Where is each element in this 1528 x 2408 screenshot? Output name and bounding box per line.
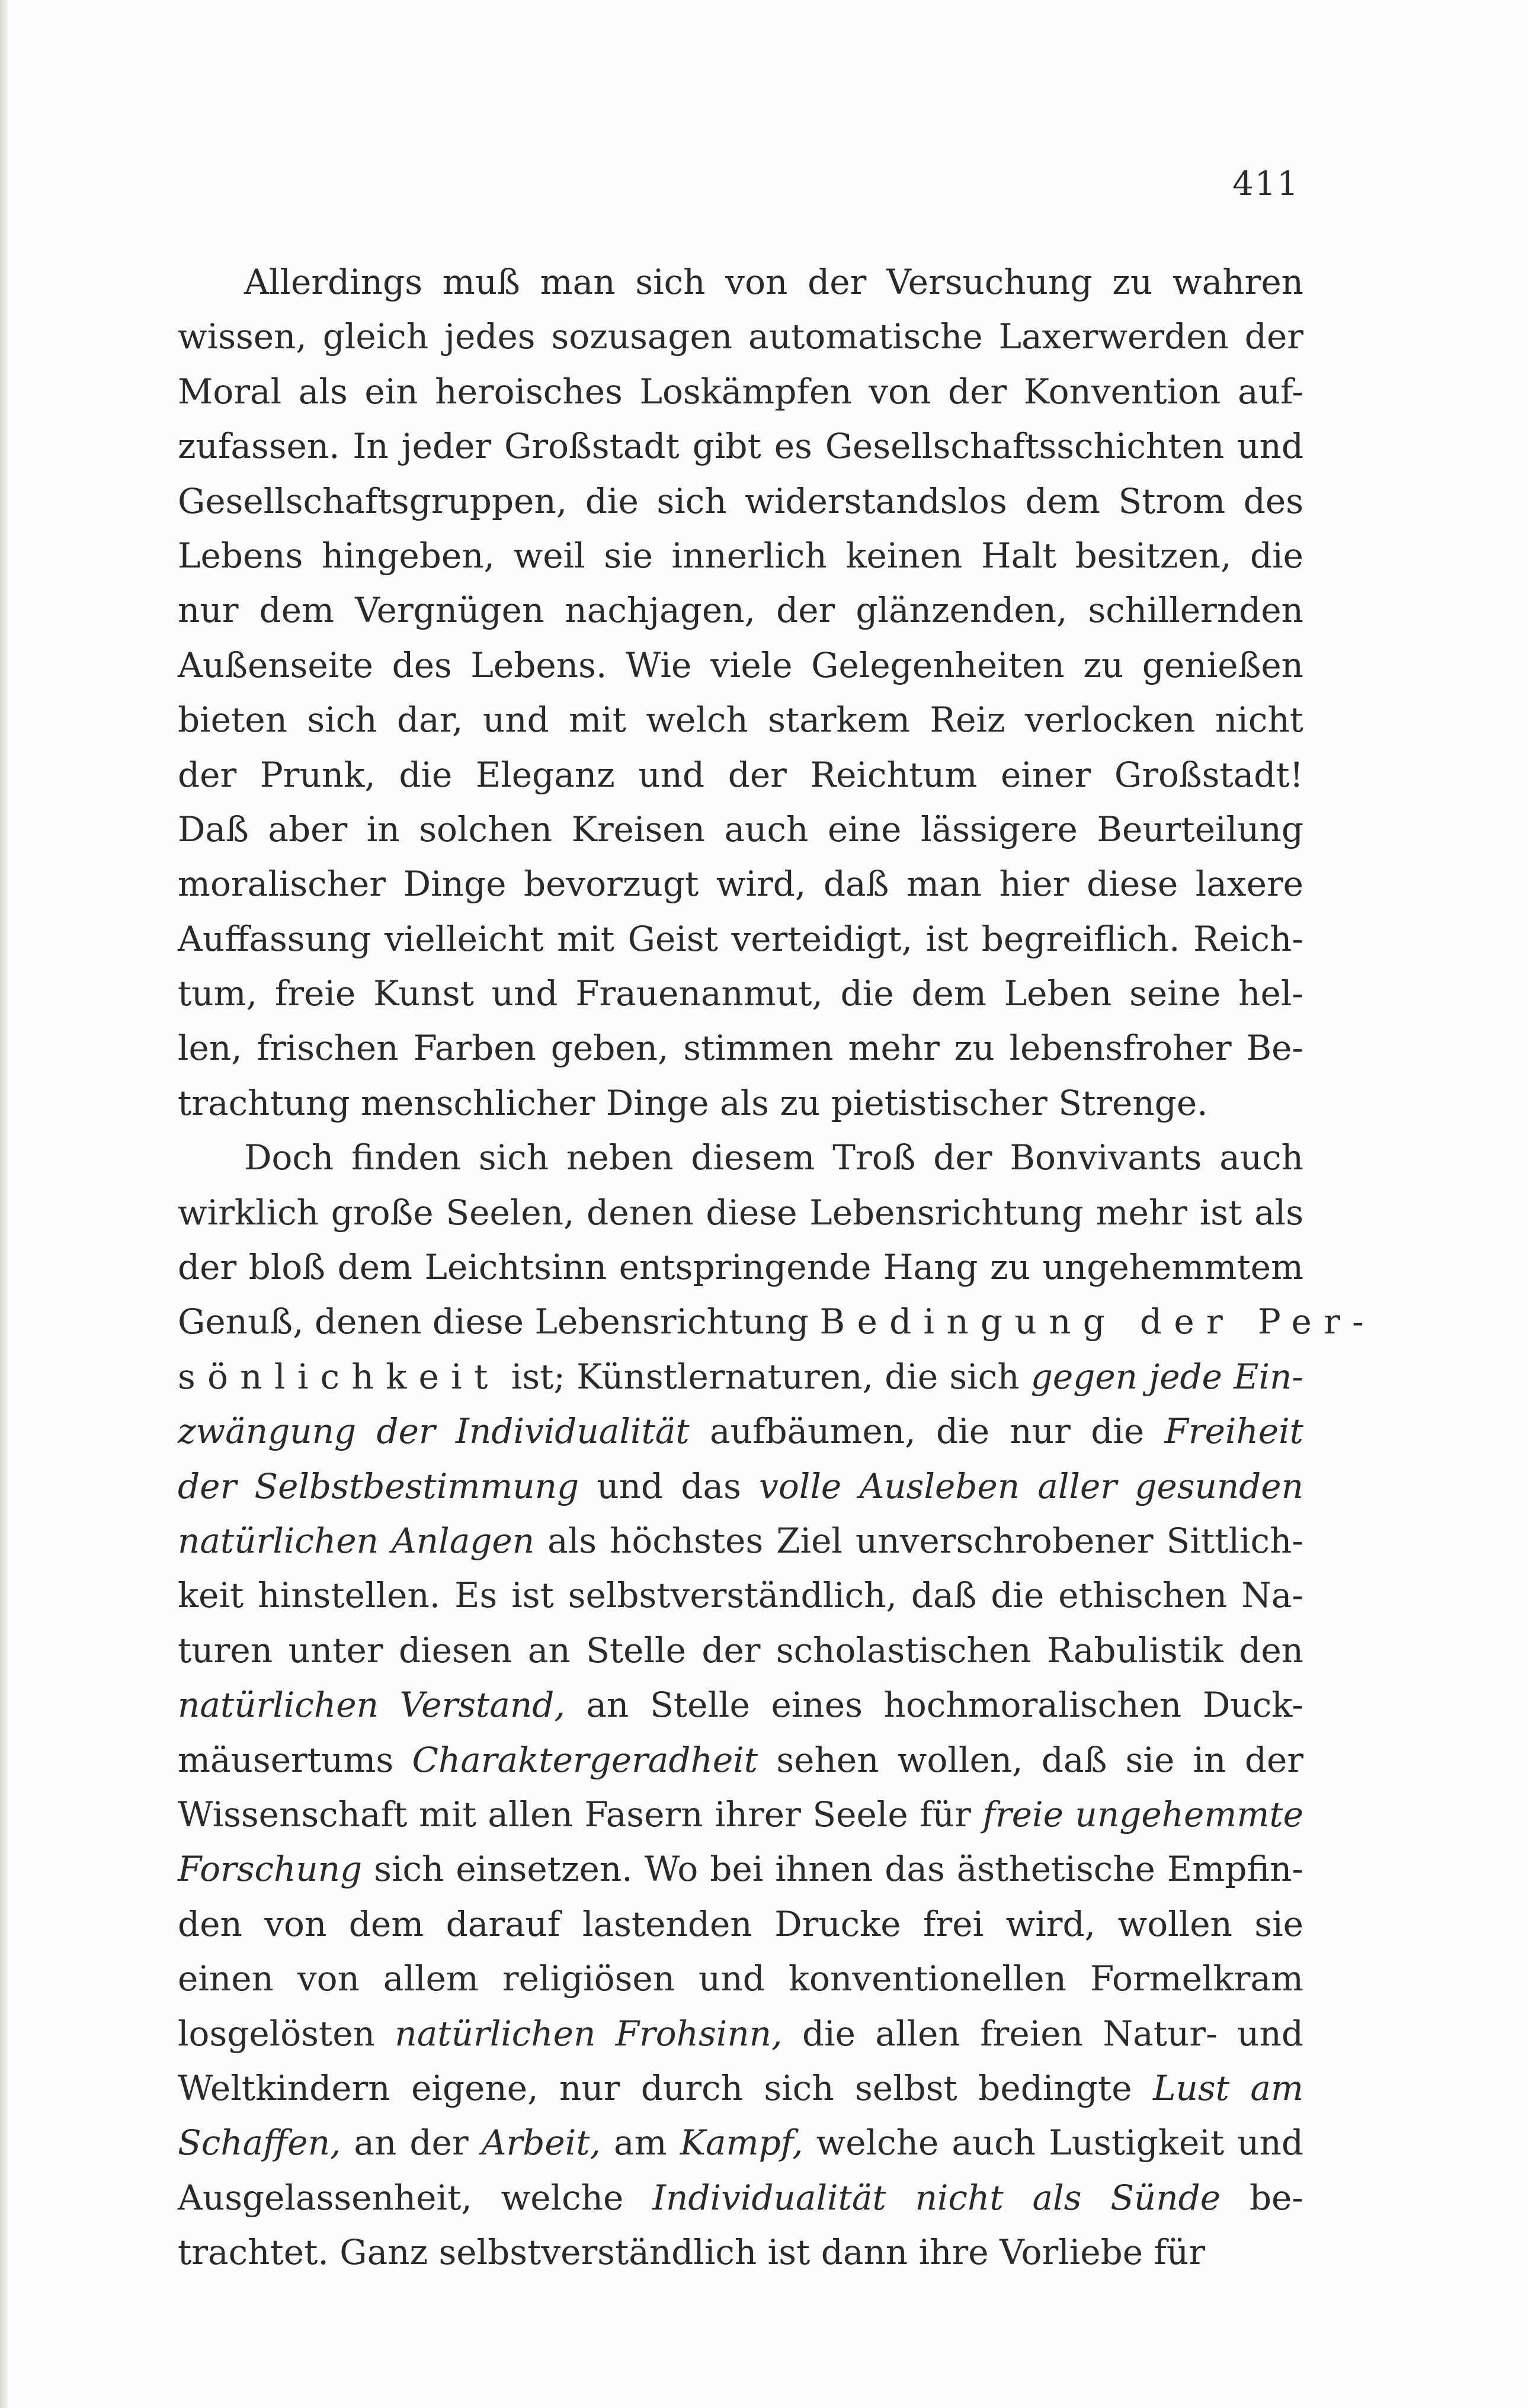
text-run: bieten sich dar, und mit welch starkem Reiz verlocken nicht [178,700,1303,740]
italic-text: Individualität nicht als Sünde [652,2177,1221,2218]
text-line [178,2170,1303,2225]
text-line [178,1787,1303,1842]
italic-text: volle Ausleben aller gesunden [759,1466,1303,1506]
italic-text: Lust am [1153,2067,1303,2108]
text-line [178,1185,1303,1240]
text-line [178,802,1303,857]
text-run: Auffassung vielleicht mit Geist verteidigt, ist begreiflich. Reich- [178,918,1303,959]
text-line [178,364,1303,419]
body-text [178,255,1376,2279]
text-run: und das [579,1466,760,1506]
text-run: Allerdings muß man sich von der Versuchung zu wahren [244,262,1303,302]
text-line [178,528,1303,583]
page-number: 411 [1232,165,1299,203]
text-run: sich einsetzen. Wo bei ihnen das ästhetische Empfin- [362,1849,1303,1890]
spaced-text: Bedingung der Per- [819,1301,1376,1342]
text-run: wissen, gleich jedes sozusagen automatische Laxerwerden der [178,316,1303,357]
text-line [178,1733,1303,1787]
text-line [178,1459,1303,1514]
italic-text: Freiheit [1164,1411,1303,1452]
text-line [178,255,1303,309]
text-run: Außenseite des Lebens. Wie viele Gelegenheiten zu genießen [178,645,1303,685]
text-run: tum, freie Kunst und Frauenanmut, die dem Leben seine hel- [178,973,1303,1014]
text-run: moralischer Dinge bevorzugt wird, daß man hier diese laxere [178,864,1303,905]
text-line [178,1897,1303,1951]
text-line [178,1294,1376,1349]
italic-text: Arbeit, [481,2122,601,2163]
text-line [178,1623,1303,1678]
text-line [178,583,1303,637]
text-line [178,1514,1303,1568]
text-line [178,2225,1303,2279]
text-line [178,912,1303,966]
text-run: als höchstes Ziel unverschrobener Sittlich- [534,1520,1303,1561]
text-run: trachtet. Ganz selbstverständlich ist dann ihre Vorliebe für [178,2232,1206,2273]
text-line [178,2061,1303,2115]
spaced-text: sönlichkeit [178,1356,500,1397]
text-line [178,1349,1303,1404]
text-run: zufassen. In jeder Großstadt gibt es Gesellschaftsschichten und [178,426,1303,467]
text-line [178,1568,1303,1623]
text-run: sehen wollen, daß sie in der [758,1739,1304,1780]
text-line [178,692,1303,747]
text-line [178,2006,1303,2061]
text-run: Moral als ein heroisches Loskämpfen von der Konvention auf- [178,371,1303,412]
text-run: an Stelle eines hochmoralischen Duck- [565,1685,1303,1726]
text-run: aufbäumen, die nur die [689,1411,1165,1452]
text-line [178,638,1303,692]
paragraph [178,1130,1376,2279]
text-run: Lebens hingeben, weil sie innerlich keinen Halt besitzen, die [178,535,1303,576]
italic-text: freie ungehemmte [982,1794,1303,1835]
text-line [178,1678,1303,1732]
text-run: keit hinstellen. Es ist selbstverständlich, daß die ethischen Na- [178,1575,1303,1616]
text-line [178,2115,1303,2170]
text-run: welche auch Lustigkeit und [803,2122,1304,2163]
text-line [178,1240,1303,1294]
text-line [178,748,1303,802]
page-binding-edge [0,0,8,2408]
text-run: mäusertums [178,1739,412,1780]
italic-text: natürlichen Frohsinn, [395,2013,783,2054]
italic-text: Forschung [178,1849,363,1890]
text-line [178,474,1303,528]
italic-text: Schaffen, [178,2122,341,2163]
text-run: Genuß, denen diese Lebensrichtung [178,1301,820,1342]
text-run: die allen freien Natur- und [782,2013,1304,2054]
text-run: len, frischen Farben geben, stimmen mehr zu lebensfroher Be- [178,1028,1303,1069]
italic-text: Charaktergeradheit [412,1739,758,1780]
text-run: Ausgelassenheit, welche [178,2177,653,2218]
text-run: Doch finden sich neben diesem Troß der Bonvivants auch [244,1137,1303,1178]
text-run: Weltkindern eigene, nur durch sich selbst bedingte [178,2067,1153,2108]
text-line [178,1404,1303,1458]
text-line [178,1842,1303,1896]
italic-text: natürlichen Anlagen [178,1520,535,1561]
text-run: der Prunk, die Eleganz und der Reichtum einer Großstadt! [178,754,1303,795]
italic-text: gegen jede Ein- [1030,1356,1304,1397]
text-run: nur dem Vergnügen nachjagen, der glänzenden, schillernden [178,590,1303,631]
text-run: Gesellschaftsgruppen, die sich widerstandslos dem Strom des [178,480,1303,521]
text-run: wirklich große Seelen, denen diese Lebensrichtung mehr ist als [178,1192,1303,1233]
paragraph [178,255,1303,1130]
text-run: Wissenschaft mit allen Fasern ihrer Seele für [178,1794,983,1835]
text-run: der bloß dem Leichtsinn entspringende Hang zu ungehemmtem [178,1247,1303,1288]
text-run: turen unter diesen an Stelle der scholastischen Rabulistik den [178,1630,1303,1670]
text-line [178,1130,1303,1185]
text-line [178,1951,1303,2006]
italic-text: natürlichen Verstand, [178,1685,565,1726]
text-line [178,1021,1303,1075]
italic-text: der Selbstbestimmung [178,1466,579,1506]
text-line [178,857,1303,911]
text-run: trachtung menschlicher Dinge als zu pietistischer Strenge. [178,1082,1208,1123]
text-run: an der [341,2122,482,2163]
text-run: be- [1221,2177,1303,2218]
text-run: ist; Künstlernaturen, die sich [499,1356,1031,1397]
text-run: einen von allem religiösen und konventionellen Formelkram [178,1958,1303,1999]
text-line [178,966,1303,1021]
text-run: am [601,2122,680,2163]
text-line [178,1076,1303,1130]
italic-text: Kampf, [680,2122,803,2163]
text-run: Daß aber in solchen Kreisen auch eine lässigere Beurteilung [178,809,1303,849]
italic-text: zwängung der Individualität [178,1411,690,1452]
text-line [178,309,1303,364]
text-line [178,419,1303,473]
text-run: losgelösten [178,2013,395,2054]
text-run: den von dem darauf lastenden Drucke frei wird, wollen sie [178,1903,1303,1944]
